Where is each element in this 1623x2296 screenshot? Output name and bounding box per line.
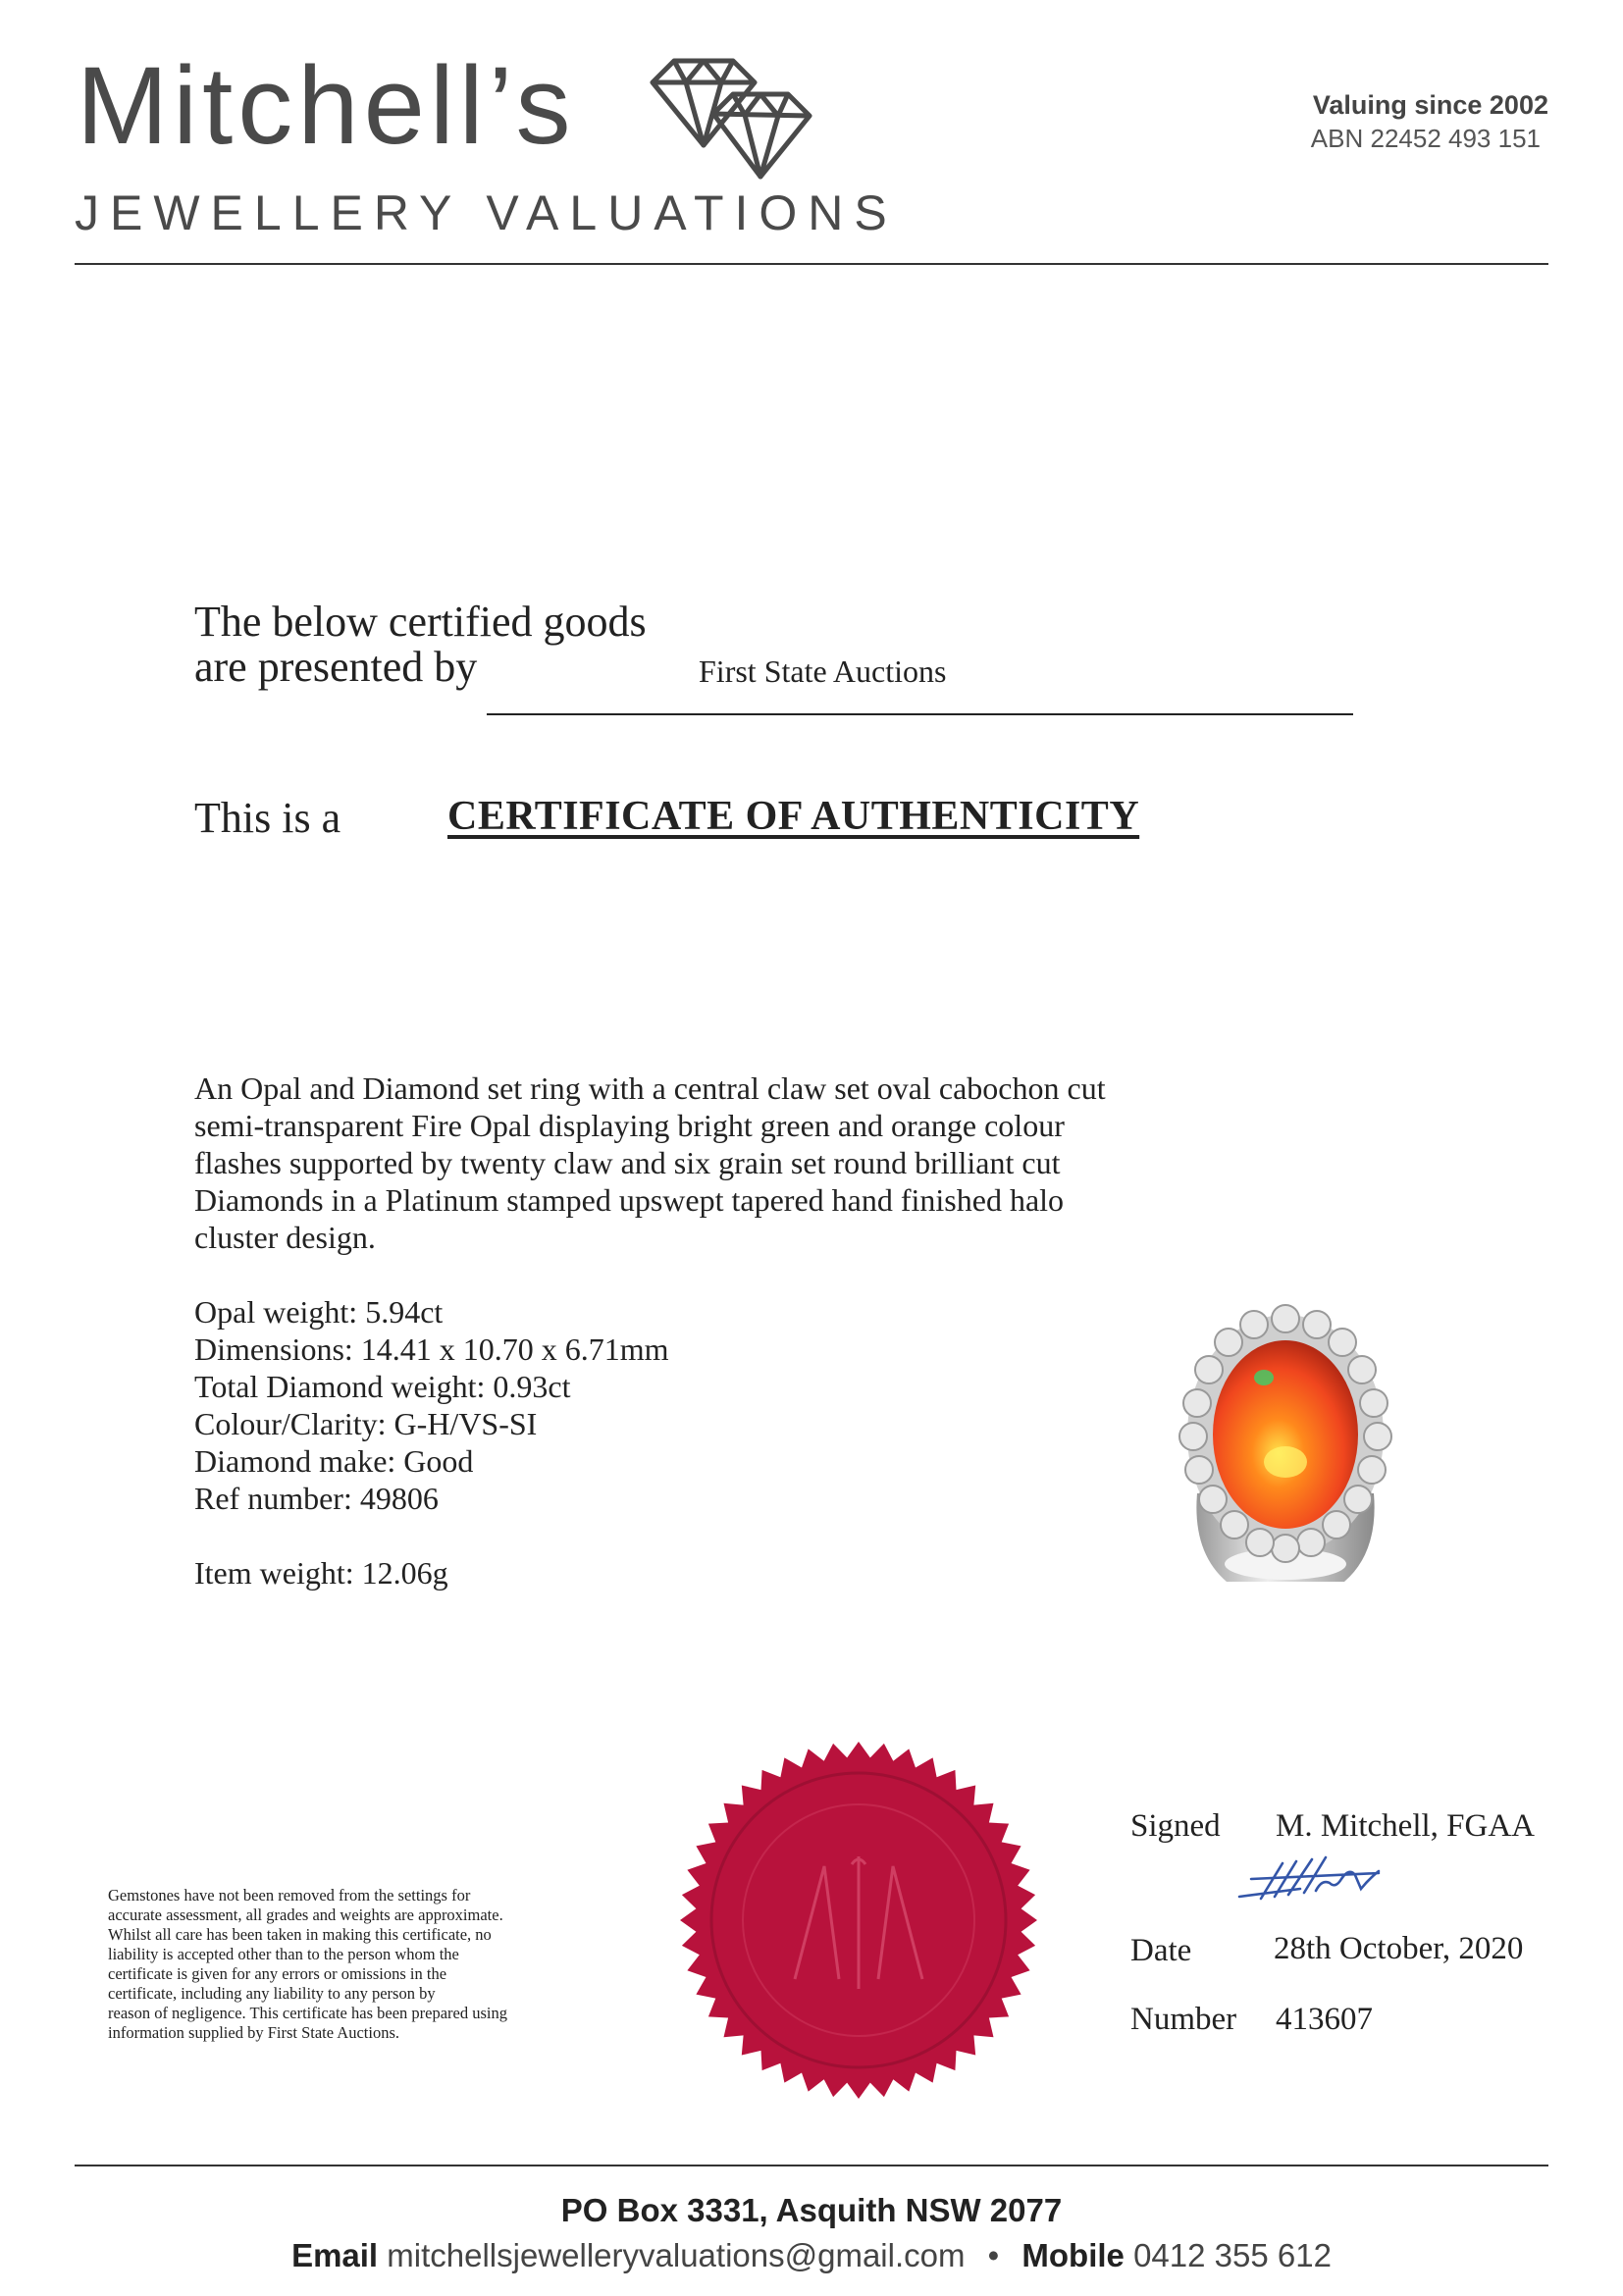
brand-subtitle: JEWELLERY VALUATIONS (75, 185, 898, 240)
ring-photo (1138, 1297, 1433, 1592)
email-label: Email (291, 2237, 379, 2273)
signed-label: Signed (1130, 1808, 1221, 1844)
item-weight: Item weight: 12.06g (194, 1555, 448, 1591)
disclaimer-line: Whilst all care has been taken in making this certificate, no (108, 1925, 492, 1944)
mobile-number[interactable]: 0412 355 612 (1133, 2237, 1332, 2273)
disclaimer-line: information supplied by First State Auctions. (108, 2023, 399, 2042)
spec-colour-clarity: Colour/Clarity: G-H/VS-SI (194, 1406, 538, 1441)
handwritten-signature (1231, 1850, 1428, 1908)
presented-line-2: are presented by (194, 643, 478, 691)
contact-line (0, 2237, 1623, 2274)
certificate-number: 413607 (1276, 2002, 1373, 2037)
date-value: 28th October, 2020 (1274, 1931, 1524, 1966)
header-divider (75, 263, 1548, 265)
description-line: Diamonds in a Platinum stamped upswept tapered hand finished halo (194, 1182, 1065, 1218)
separator-dot: • (987, 2237, 1000, 2273)
presented-line-1: The below certified goods (194, 598, 647, 646)
email-address[interactable]: mitchellsjewelleryvaluations@gmail.com (387, 2237, 966, 2273)
description-line: semi-transparent Fire Opal displaying bright green and orange colour (194, 1108, 1065, 1143)
spec-opal-weight: Opal weight: 5.94ct (194, 1294, 444, 1330)
brand-name: Mitchell’s (77, 44, 576, 167)
disclaimer-line: Gemstones have not been removed from the settings for (108, 1886, 471, 1905)
disclaimer (108, 1886, 589, 2043)
disclaimer-line: certificate, including any liability to any person by (108, 1984, 436, 2003)
disclaimer-line: certificate is given for any errors or omissions in the (108, 1964, 447, 1983)
valuing-since: Valuing since 2002 (1312, 90, 1548, 120)
presenter-name: First State Auctions (699, 653, 947, 689)
disclaimer-line: accurate assessment, all grades and weights are approximate. (108, 1905, 503, 1924)
description-line: flashes supported by twenty claw and six grain set round brilliant cut (194, 1145, 1061, 1180)
abn-number: ABN 22452 493 151 (1310, 124, 1541, 153)
spec-diamond-make: Diamond make: Good (194, 1443, 474, 1479)
item-description (194, 1070, 1225, 1256)
certificate-title: CERTIFICATE OF AUTHENTICITY (447, 794, 1140, 839)
mobile-label: Mobile (1021, 2237, 1125, 2273)
description-line: An Opal and Diamond set ring with a central claw set oval cabochon cut (194, 1070, 1106, 1106)
aja-seal-icon (677, 1739, 1040, 2102)
diamonds-logo-icon (643, 55, 819, 183)
spec-diamond-weight: Total Diamond weight: 0.93ct (194, 1369, 571, 1404)
item-specs (194, 1293, 669, 1517)
disclaimer-line: liability is accepted other than to the person whom the (108, 1945, 459, 1963)
certificate-prefix: This is a (194, 794, 341, 842)
spec-ref-number: Ref number: 49806 (194, 1481, 439, 1516)
number-label: Number (1130, 2002, 1237, 2037)
disclaimer-line: reason of negligence. This certificate has been prepared using (108, 2004, 507, 2022)
footer-divider (75, 2165, 1548, 2166)
date-label: Date (1130, 1933, 1192, 1968)
signer-name: M. Mitchell, FGAA (1276, 1808, 1535, 1844)
postal-address: PO Box 3331, Asquith NSW 2077 (560, 2192, 1063, 2228)
description-line: cluster design. (194, 1220, 376, 1255)
spec-dimensions: Dimensions: 14.41 x 10.70 x 6.71mm (194, 1331, 669, 1367)
